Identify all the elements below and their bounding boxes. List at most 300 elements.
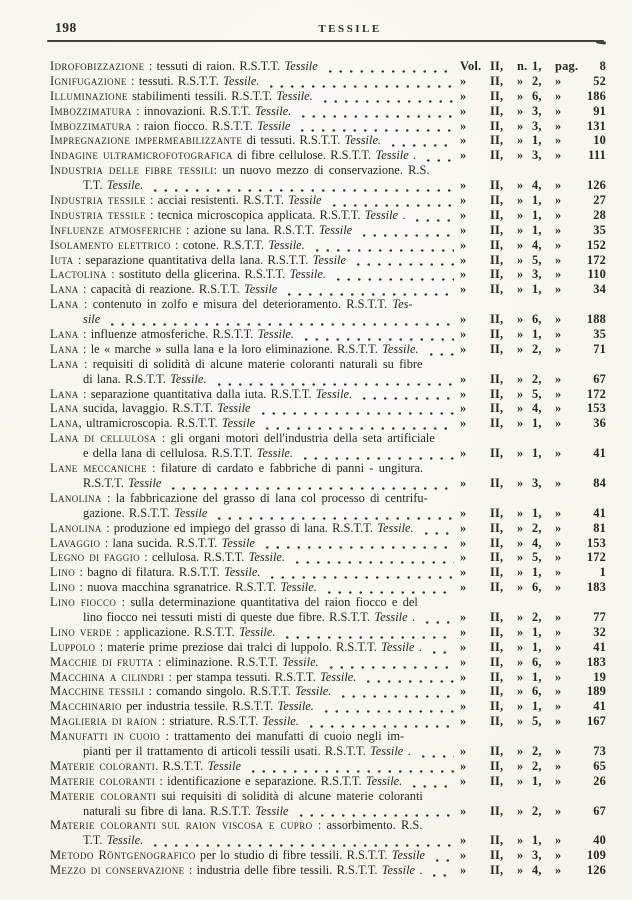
entry-reference	[460, 342, 606, 357]
entry-description: : per stampa tessuti. R.S.T.T.	[164, 669, 320, 684]
ref-issue: 4,	[532, 178, 542, 193]
ref-vol: II,	[490, 743, 504, 758]
entry-work-title: Tessile.	[289, 267, 326, 282]
ref-page: 65	[593, 758, 606, 773]
ref-issue: 3,	[532, 848, 542, 863]
entry-text	[83, 178, 143, 193]
ref-issue: 1,	[532, 133, 542, 148]
ref-page-label: »	[555, 386, 562, 401]
ref-issue: 1,	[532, 639, 542, 654]
ref-page: 26	[593, 773, 606, 788]
ref-page: 40	[593, 833, 606, 848]
entry-work-title: Tessile.	[277, 699, 314, 714]
ref-vol-label: »	[460, 580, 467, 595]
entry-reference	[460, 625, 606, 640]
entry-description: .	[407, 609, 416, 624]
ref-vol-label: »	[460, 714, 467, 729]
entry-work-title: Tessile.	[268, 237, 305, 252]
ref-vol: II,	[490, 178, 504, 193]
ref-page-label: »	[555, 341, 562, 356]
index-row	[50, 208, 606, 223]
ref-issue-label: »	[517, 178, 524, 193]
ref-page-label: »	[555, 639, 562, 654]
entry-text	[50, 89, 313, 104]
ref-page-label: »	[555, 624, 562, 639]
ref-vol-label: »	[460, 609, 467, 624]
entry-term: Legno di faggio	[50, 550, 140, 565]
ref-page: 77	[593, 609, 606, 624]
ref-issue-label: »	[517, 743, 524, 758]
entry-reference	[460, 804, 606, 819]
entry-description: : applicazione. R.S.T.T.	[111, 624, 240, 639]
ref-page-label: »	[555, 103, 562, 118]
dot-leader	[324, 655, 454, 670]
ref-page-label: »	[555, 416, 562, 431]
ref-page-label: »	[555, 833, 562, 848]
ref-issue-label: »	[517, 669, 524, 684]
entry-description: : nuova macchina sgranatrice. R.S.T.T.	[75, 580, 281, 595]
ref-page: 126	[586, 863, 606, 878]
entry-work-title: Tessile	[288, 193, 322, 208]
ref-page: 172	[586, 386, 606, 401]
ref-issue-label: »	[517, 416, 524, 431]
ref-page: 67	[593, 371, 606, 386]
dot-leader	[299, 327, 454, 342]
entry-text	[50, 848, 425, 863]
entry-reference	[460, 536, 606, 551]
ref-issue-label: »	[517, 386, 524, 401]
ref-page-label: »	[555, 743, 562, 758]
ref-issue: 1,	[532, 565, 542, 580]
dot-leader	[310, 238, 454, 253]
ref-issue-label: »	[517, 654, 524, 669]
ref-issue-label: »	[517, 237, 524, 252]
ref-vol: II,	[490, 669, 504, 684]
entry-description: : materie prime preziose dai tralci di luppolo. R.S.T.T.	[95, 639, 382, 654]
entry-work-title: Tessile	[312, 252, 346, 267]
index-row	[50, 223, 606, 238]
ref-page-label: »	[555, 654, 562, 669]
ref-vol-label: »	[460, 550, 467, 565]
entry-term: Luppolo	[50, 639, 96, 654]
ref-vol: II,	[490, 609, 504, 624]
entry-work-title: Tessile	[217, 401, 251, 416]
entry-term: Maglieria di raion	[50, 714, 158, 729]
entry-text	[83, 312, 100, 327]
entry-description: : separazione quantitativa dalla iuta. R.S.T.T.	[78, 386, 316, 401]
index-row	[50, 461, 606, 476]
ref-issue-label: »	[517, 520, 524, 535]
index-list	[50, 59, 606, 878]
entry-text	[50, 789, 423, 804]
entry-description: : striature. R.S.T.T.	[157, 714, 263, 729]
entry-reference	[460, 387, 606, 402]
ref-page-label: »	[555, 580, 562, 595]
ref-page: 172	[586, 550, 606, 565]
entry-description: : azione su lana. R.S.T.T.	[181, 222, 319, 237]
entry-description: : acciai resistenti. R.S.T.T.	[145, 193, 289, 208]
entry-description: : filature di cardato e fabbriche di panni - ungitura.	[146, 461, 424, 476]
entry-text	[50, 863, 422, 878]
ref-page-label: »	[555, 371, 562, 386]
entry-description: : requisiti di solidità di alcune materie coloranti naturali su fibre	[78, 356, 423, 371]
ref-page-label: »	[555, 88, 562, 103]
entry-work-title: Tessile	[128, 475, 162, 490]
dot-leader	[357, 387, 454, 402]
entry-reference	[460, 833, 606, 848]
entry-text	[50, 625, 275, 640]
ref-issue: 3,	[532, 148, 542, 163]
entry-work-title: Tessile	[244, 282, 278, 297]
entry-work-title: Tessile.	[256, 446, 294, 461]
entry-description: per industria tessile. R.S.T.T.	[121, 699, 278, 714]
ref-issue: 4,	[532, 863, 542, 878]
ref-page: 183	[586, 580, 606, 595]
entry-work-title: Tessile.	[248, 550, 286, 565]
entry-reference	[460, 550, 606, 565]
ref-page-label: »	[555, 446, 562, 461]
ref-issue-label: »	[517, 73, 524, 88]
ref-page: 152	[586, 237, 606, 252]
ref-issue: 4,	[532, 535, 542, 550]
entry-text	[83, 446, 293, 461]
entry-reference	[460, 416, 606, 431]
index-row	[50, 59, 606, 74]
ref-vol-label: »	[460, 505, 467, 520]
entry-term: Lino fiocco	[50, 595, 117, 610]
entry-term: Imbozzimatura	[50, 118, 132, 133]
ref-vol: II,	[490, 312, 504, 327]
entry-term: Iuta	[50, 252, 74, 267]
ref-issue-label: »	[517, 624, 524, 639]
entry-work-title: Tessile.	[257, 327, 295, 342]
entry-description: : produzione ed impiego del grasso di lana. R.S.T.T.	[101, 520, 378, 535]
ref-vol-label: »	[460, 669, 467, 684]
ref-page: 189	[586, 684, 606, 699]
dot-leader	[246, 759, 454, 774]
entry-term: Lino verde	[50, 624, 112, 639]
entry-description: gazione. R.S.T.T.	[83, 505, 175, 520]
ref-issue: 1,	[532, 222, 542, 237]
entry-text	[50, 208, 405, 223]
entry-term: Lana	[50, 327, 79, 342]
dot-leader	[295, 119, 454, 134]
entry-term: Lana	[50, 341, 79, 356]
index-row	[50, 521, 606, 536]
ref-vol: II,	[490, 237, 504, 252]
entry-work-title: Tessile.	[382, 341, 419, 356]
index-row	[50, 357, 606, 372]
ref-vol-label: »	[460, 341, 467, 356]
entry-work-title: Tessile.	[262, 714, 299, 729]
entry-description: .	[403, 743, 411, 758]
ref-issue: 2,	[532, 758, 542, 773]
entry-reference	[460, 238, 606, 253]
index-row	[50, 104, 606, 119]
ref-vol-label: »	[460, 237, 467, 252]
dot-leader	[430, 848, 454, 863]
entry-reference	[460, 670, 606, 685]
ref-issue: 2,	[532, 743, 542, 758]
ref-page: 52	[593, 73, 606, 88]
entry-work-title: Tessile	[375, 148, 409, 163]
dot-leader	[212, 372, 455, 387]
ref-vol-label: »	[460, 848, 467, 863]
entry-text	[50, 655, 319, 670]
ref-vol-label: »	[460, 103, 467, 118]
ref-vol-label: »	[460, 803, 467, 818]
dot-leader	[410, 208, 454, 223]
entry-text	[83, 833, 143, 848]
entry-description: sucida, lavaggio. R.S.T.T.	[78, 401, 218, 416]
index-row	[50, 789, 606, 804]
dot-leader	[351, 253, 454, 268]
ref-issue-label: »	[517, 505, 524, 520]
ref-vol-label: »	[460, 371, 467, 386]
entry-reference	[460, 610, 606, 625]
index-row	[50, 699, 606, 714]
entry-text	[83, 506, 207, 521]
ref-issue: 2,	[532, 371, 542, 386]
entry-description: T.T.	[83, 178, 107, 193]
ref-issue: 6,	[532, 684, 542, 699]
ref-page: 126	[586, 178, 606, 193]
entry-description: : eliminazione. R.S.T.T.	[153, 654, 283, 669]
ref-page: 67	[593, 803, 606, 818]
entry-term: Metodo Röntgenografico	[50, 848, 196, 863]
entry-description: : influenze atmosferiche. R.S.T.T.	[78, 327, 258, 342]
ref-page-label: »	[555, 848, 562, 863]
ref-issue: 2,	[532, 73, 542, 88]
ref-issue: 5,	[532, 550, 542, 565]
ref-vol: II,	[490, 401, 504, 416]
index-row	[50, 163, 606, 178]
ref-issue-label: »	[517, 148, 524, 163]
dot-leader	[424, 342, 454, 357]
entry-reference	[460, 104, 606, 119]
entry-work-title: Tessile	[221, 535, 255, 550]
ref-vol-label: »	[460, 758, 467, 773]
entry-term: Lana	[50, 297, 79, 312]
index-row	[50, 148, 606, 163]
ref-page: 81	[593, 520, 606, 535]
ref-vol-label: »	[460, 565, 467, 580]
index-row	[50, 744, 606, 759]
entry-text	[50, 119, 290, 134]
entry-description: .	[414, 639, 422, 654]
ref-issue: 4,	[532, 401, 542, 416]
ref-vol: II,	[490, 654, 504, 669]
entry-term: Lana	[50, 282, 79, 297]
ref-issue-label: »	[517, 103, 524, 118]
entry-term: Lino	[50, 580, 76, 595]
entry-text	[50, 357, 423, 372]
entry-reference	[460, 476, 606, 491]
entry-term: Lana	[50, 416, 79, 431]
ref-issue: 6,	[532, 312, 542, 327]
index-row	[50, 655, 606, 670]
ref-issue-label: n.	[517, 59, 528, 73]
entry-description: : cellulosa. R.S.T.T.	[140, 550, 249, 565]
index-row	[50, 565, 606, 580]
entry-text	[50, 133, 381, 148]
ref-issue: 5,	[532, 714, 542, 729]
index-row	[50, 193, 606, 208]
entry-term: Lana	[50, 386, 79, 401]
ref-vol: II,	[490, 475, 504, 490]
index-row	[50, 729, 606, 744]
entry-work-title: Tessile.	[319, 669, 357, 684]
entry-reference	[460, 193, 606, 208]
ref-page-label: »	[555, 133, 562, 148]
index-row	[50, 610, 606, 625]
entry-description: : innovazioni. R.S.T.T.	[131, 103, 255, 118]
entry-description: : cotone. R.S.T.T.	[170, 237, 269, 252]
ref-page: 8	[599, 59, 606, 73]
entry-term: Manufatti in cuoio	[50, 729, 161, 744]
ref-issue-label: »	[517, 565, 524, 580]
index-row	[50, 133, 606, 148]
ref-page: 172	[586, 252, 606, 267]
entry-reference	[460, 372, 606, 387]
entry-description: : bagno di filatura. R.S.T.T.	[75, 565, 225, 580]
ref-issue-label: »	[517, 446, 524, 461]
dot-leader	[282, 282, 454, 297]
entry-term: Illuminazione	[50, 88, 128, 103]
entry-text	[50, 491, 428, 506]
ref-vol-label: »	[460, 118, 467, 133]
ref-vol: II,	[490, 773, 504, 788]
entry-reference	[460, 446, 606, 461]
ref-vol-label: »	[460, 267, 467, 282]
ref-page: 167	[586, 714, 606, 729]
ref-vol-label: »	[460, 178, 467, 193]
index-row	[50, 312, 606, 327]
ref-issue-label: »	[517, 312, 524, 327]
ref-page-label: »	[555, 118, 562, 133]
entry-term: Industria delle fibre tessili	[50, 163, 214, 178]
entry-reference	[460, 655, 606, 670]
entry-work-title: Tessile	[381, 863, 416, 878]
dot-leader	[294, 804, 454, 819]
ref-issue: 1,	[532, 699, 542, 714]
entry-description: : tessuti. R.S.T.T.	[126, 73, 224, 88]
entry-text	[50, 684, 331, 699]
ref-page-label: »	[555, 550, 562, 565]
ref-vol: II,	[490, 252, 504, 267]
ref-vol-label: »	[460, 743, 467, 758]
entry-work-title: Tessile.	[276, 88, 313, 103]
entry-term: Industria tessile	[50, 207, 146, 222]
entry-text	[50, 580, 317, 595]
ref-issue: 6,	[532, 88, 542, 103]
ref-vol: II,	[490, 148, 504, 163]
ref-issue-label: »	[517, 193, 524, 208]
entry-text	[50, 401, 251, 416]
ref-page: 91	[593, 103, 606, 118]
ref-vol: II,	[490, 848, 504, 863]
entry-description: : la fabbricazione del grasso di lana col processo di centrifu-	[101, 490, 428, 505]
ref-vol-label: »	[460, 446, 467, 461]
entry-term: Isolamento elettrico	[50, 237, 171, 252]
dot-leader	[298, 446, 454, 461]
ref-vol: II,	[490, 341, 504, 356]
ref-issue-label: »	[517, 609, 524, 624]
ref-vol: II,	[490, 193, 504, 208]
ref-page: 35	[593, 327, 606, 342]
entry-reference	[460, 208, 606, 223]
entry-description: T.T.	[83, 833, 107, 848]
dot-leader	[427, 863, 454, 878]
ref-issue: 1,	[532, 416, 542, 431]
entry-description: : trattamento dei manufatti di cuoio negli im-	[160, 729, 405, 744]
ref-page: 111	[588, 148, 606, 163]
entry-reference	[460, 640, 606, 655]
index-row	[50, 387, 606, 402]
entry-text	[50, 148, 416, 163]
entry-text	[50, 416, 255, 431]
entry-text	[83, 476, 161, 491]
dot-leader	[296, 104, 454, 119]
entry-text	[83, 804, 289, 819]
ref-vol-label: »	[460, 327, 467, 342]
ref-vol: II,	[490, 386, 504, 401]
dot-leader	[420, 610, 454, 625]
ref-vol-label: »	[460, 863, 467, 878]
entry-reference	[460, 565, 606, 580]
index-row	[50, 327, 606, 342]
index-row	[50, 491, 606, 506]
dot-leader	[323, 59, 454, 74]
index-row	[50, 670, 606, 685]
ref-issue: 1,	[532, 505, 542, 520]
entry-reference	[460, 863, 606, 878]
entry-description: di tessuti. R.S.T.T.	[242, 133, 345, 148]
entry-description: pianti per il trattamento di articoli tessili usati. R.S.T.T.	[83, 743, 371, 758]
dot-leader	[166, 476, 454, 491]
ref-page-label: »	[555, 401, 562, 416]
ref-vol: II,	[490, 580, 504, 595]
ref-vol-label: Vol.	[460, 59, 482, 73]
ref-page: 109	[586, 848, 606, 863]
ref-issue-label: »	[517, 699, 524, 714]
entry-text	[50, 521, 414, 536]
ref-page: 186	[586, 88, 606, 103]
ref-page: 1	[599, 565, 606, 580]
ref-issue-label: »	[517, 341, 524, 356]
ref-vol-label: »	[460, 282, 467, 297]
entry-term: Materie coloranti	[50, 788, 157, 803]
ref-issue-label: »	[517, 88, 524, 103]
entry-reference	[460, 684, 606, 699]
ref-page-label: »	[555, 773, 562, 788]
ref-page: 19	[593, 669, 606, 684]
entry-text	[50, 565, 260, 580]
entry-term: Macchie di frutta	[50, 654, 154, 669]
entry-text	[50, 774, 402, 789]
dot-leader	[357, 223, 454, 238]
entry-description: di lana. R.S.T.T.	[83, 371, 171, 386]
ref-page-label: »	[555, 609, 562, 624]
dot-leader	[386, 133, 454, 148]
entry-reference	[460, 178, 606, 193]
entry-reference	[460, 267, 606, 282]
entry-work-title: Tessile	[255, 803, 289, 818]
ref-page: 84	[593, 475, 606, 490]
index-row	[50, 238, 606, 253]
ref-page-label: »	[555, 565, 562, 580]
ref-vol: II,	[490, 222, 504, 237]
